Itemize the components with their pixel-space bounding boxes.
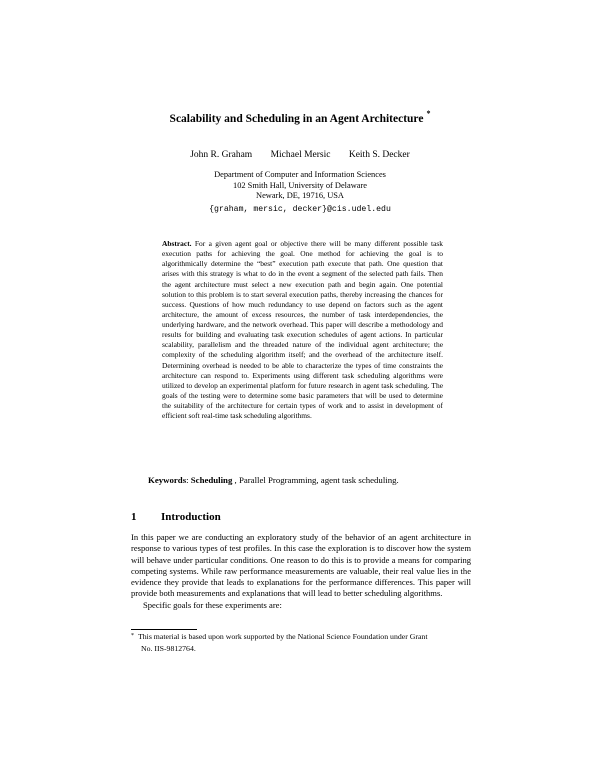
- author-list: [0, 150, 600, 160]
- author: John R. Graham: [190, 150, 253, 160]
- footnote: [131, 632, 471, 654]
- footnote-line1: This material is based upon work supported by the National Science Foundation under Grant: [138, 632, 428, 641]
- affiliation: [0, 170, 600, 202]
- footnote-line2: No. IIS-9812764.: [141, 643, 196, 653]
- footnote-mark: *: [131, 633, 134, 639]
- keywords-rest: , Parallel Programming, agent task scheduling.: [232, 475, 399, 485]
- abstract-label: Abstract.: [162, 239, 192, 248]
- intro-paragraph: In this paper we are conducting an exploratory study of the behavior of an agent architecture in response to various types of test profiles. In this case the exploration is to discover how the system will behave under particular conditions. One reason to do this is to provide a means for comparing competing systems. While raw performance measurements are valuable, their real value lies in the evidence they provide that leads to explanations for the performance differences. This paper will provide both measurements and explanations that will lead to better scheduling algorithms.: [131, 532, 471, 599]
- author: Michael Mersic: [270, 150, 331, 160]
- author-email: {graham, mersic, decker}@cis.udel.edu: [209, 205, 391, 214]
- keywords: Keywords: Scheduling , Parallel Programming, agent task scheduling.: [148, 475, 399, 485]
- title-text: Scalability and Scheduling in an Agent Architecture: [169, 112, 424, 125]
- title-footnote-mark: *: [426, 109, 431, 118]
- keywords-label: Keywords: [148, 475, 187, 485]
- footnote-rule: [131, 629, 197, 630]
- keyword-emphasis: Scheduling: [190, 475, 233, 485]
- section-heading: [131, 511, 221, 523]
- paper-title: [0, 110, 600, 125]
- author: Keith S. Decker: [348, 150, 410, 160]
- abstract-text: For a given agent goal or objective there will be many different possible task execution paths for achieving the goal. One method for achieving the goal is to algorithmically determine the “best” execution path execute that path. One question that arises with this strategy is what to do in the event a segment of the selected path fails. Then the agent architecture must select a new execution path and begin again. One potential solution to this problem is to start several execution paths, thereby increasing the chances for success. Questions of how much redundancy to use depend on factors such as the agent architecture, the amount of excess resources, the number of task interdependencies, the underlying hardware, and the network overhead. This paper will describe a methodology and results for building and evaluating task execution schedules of agent actions. In particular scalability, parallelism and the threaded nature of the individual agent architecture; the complexity of the scheduling algorithm itself; and the overhead of the architecture itself. Determining overhead is needed to be able to characterize the types of time constraints the architecture can respond to. Experiments using different task scheduling algorithms were utilized to develop an experimental platform for future research in agent task scheduling. The goals of the testing were to determine some basic parameters that will be used to determine the suitability of the architecture for certain types of work and to assist in development of efficient soft real-time task scheduling algorithms.: [162, 239, 444, 421]
- section-title: Introduction: [161, 511, 221, 523]
- section-number: 1: [131, 511, 137, 523]
- intro-paragraph: Specific goals for these experiments are:: [143, 599, 282, 610]
- affiliation-city: Newark, DE, 19716, USA: [256, 191, 344, 200]
- introduction-body: [131, 532, 471, 611]
- affiliation-department: Department of Computer and Information Sciences: [214, 170, 386, 179]
- abstract: [162, 239, 443, 421]
- affiliation-address: 102 Smith Hall, University of Delaware: [233, 180, 367, 190]
